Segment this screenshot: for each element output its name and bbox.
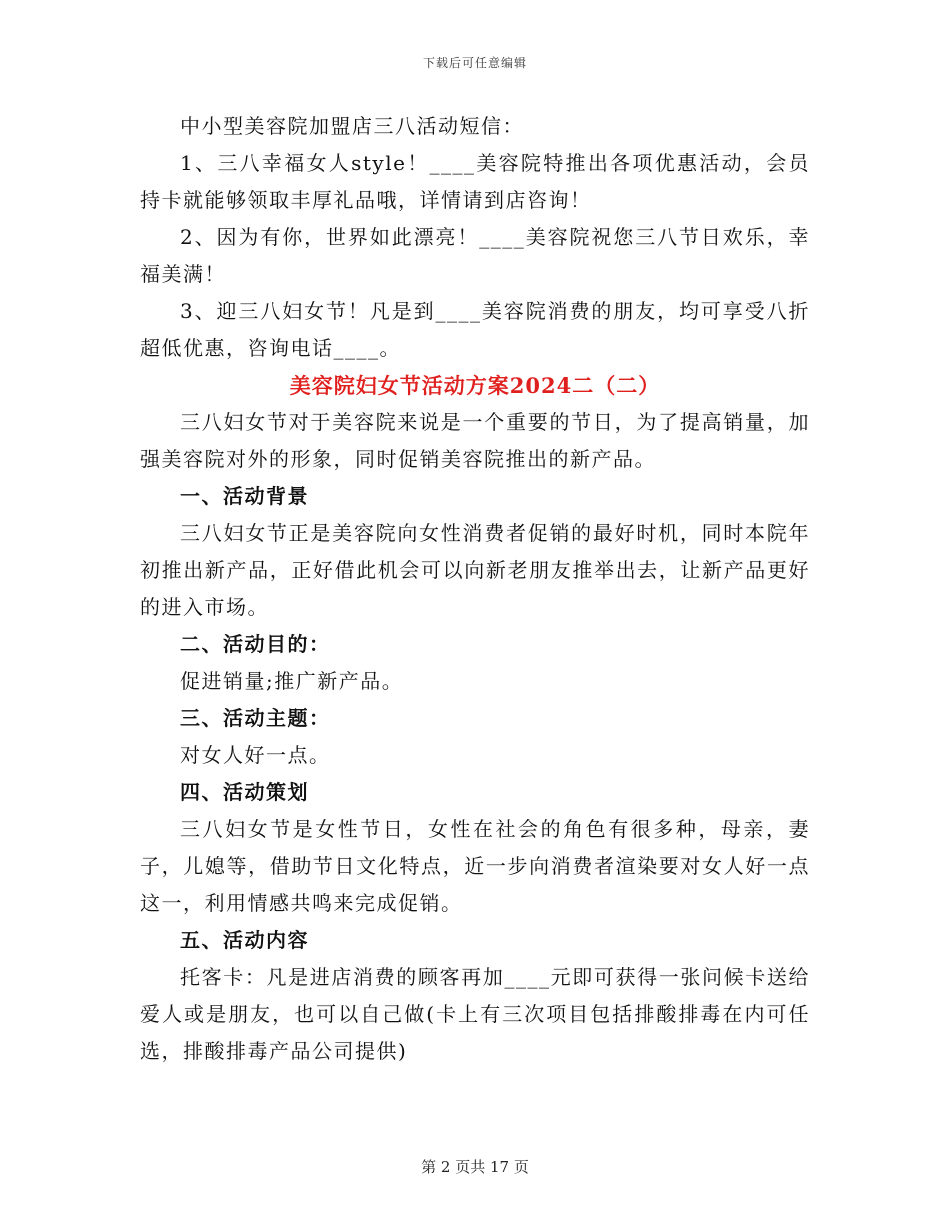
document-body: [140, 108, 810, 1070]
heading-purpose: 二、活动目的：: [180, 632, 331, 656]
intro-paragraph: 中小型美容院加盟店三八活动短信：: [180, 114, 524, 138]
text-theme: 对女人好一点。: [180, 743, 331, 767]
heading-background: 一、活动背景: [180, 484, 309, 508]
text-planning: 三八妇女节是女性节日，女性在社会的角色有很多种，母亲，妻子，儿媳等，借助节日文化特点，近一步向消费者渲染要对女人好一点这一，利用情感共鸣来完成促销。: [140, 817, 810, 915]
sms-item-2: 2、因为有你，世界如此漂亮！____美容院祝您三八节日欢乐，幸福美满！: [140, 225, 810, 286]
heading-theme: 三、活动主题：: [180, 706, 331, 730]
heading-content: 五、活动内容: [180, 928, 309, 952]
page-header: 下载后可任意编辑: [422, 56, 527, 70]
sms-item-3: 3、迎三八妇女节！凡是到____美容院消费的朋友，均可享受八折超低优惠，咨询电话____。: [140, 299, 810, 360]
text-purpose: 促进销量;推广新产品。: [180, 669, 404, 693]
sms-item-1: 1、三八幸福女人style！____美容院特推出各项优惠活动，会员持卡就能够领取丰厚礼品哦，详情请到店咨询！: [140, 151, 810, 212]
heading-planning: 四、活动策划: [180, 780, 309, 804]
intro-body-paragraph: 三八妇女节对于美容院来说是一个重要的节日，为了提高销量，加强美容院对外的形象，同时促销美容院推出的新产品。: [140, 410, 810, 471]
page-footer: 第 2 页共 17 页: [421, 1158, 529, 1176]
text-content: 托客卡：凡是进店消费的顾客再加____元即可获得一张问候卡送给爱人或是朋友，也可以自己做(卡上有三次项目包括排酸排毒在内可任选，排酸排毒产品公司提供): [140, 965, 810, 1063]
text-background: 三八妇女节正是美容院向女性消费者促销的最好时机，同时本院年初推出新产品，正好借此机会可以向新老朋友推举出去，让新产品更好的进入市场。: [140, 521, 810, 619]
section-title: 美容院妇女节活动方案2024二（二）: [289, 373, 661, 398]
